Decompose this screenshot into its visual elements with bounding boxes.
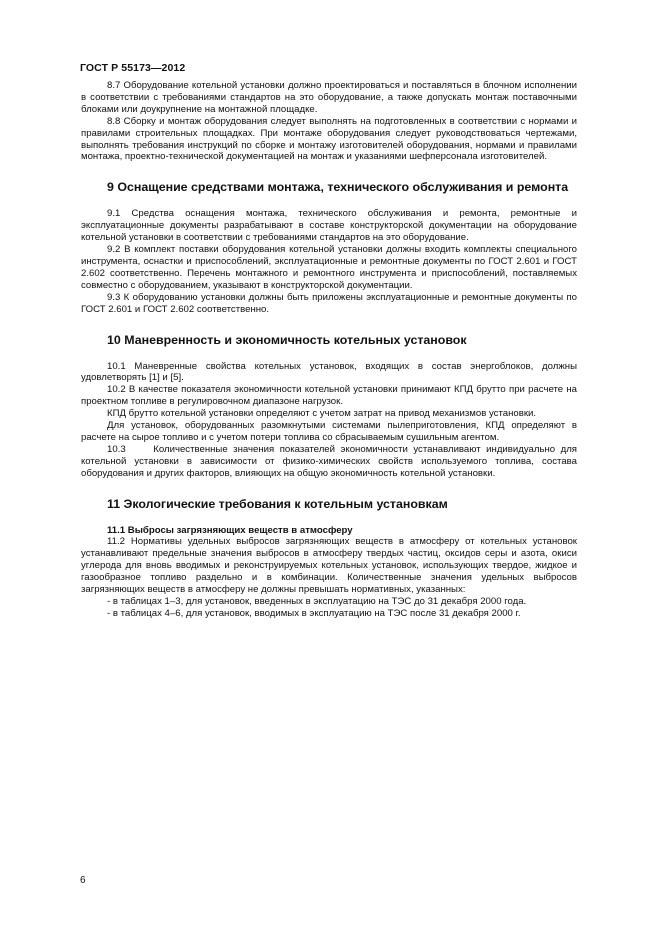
page-content bbox=[81, 80, 580, 620]
section-heading-11: 11 Экологические требования к котельным установкам bbox=[107, 496, 448, 511]
paragraph-10-1: 10.1 Маневренные свойства котельных установок, входящих в состав энергоблоков, должны удовлетворять [1] и [5]. bbox=[81, 360, 577, 384]
paragraph-10-2: 10.2 В качестве показателя экономичности котельной установки принимают КПД брутто при расчете на проектном топливе в регулировочном диапазоне нагрузок. bbox=[81, 384, 577, 408]
paragraph-10-3: 10.3 Количественные значения показателей экономичности устанавливают индивидуально для котельной установки в зависимости от физико-химических свойств используемого топлива, состава оборудования и других факторов, влияющих на общую экономичность котельной установки. bbox=[81, 443, 580, 479]
page-number: 6 bbox=[80, 875, 86, 886]
list-item: - в таблицах 1–3, для установок, введенных в эксплуатацию на ТЭС до 31 декабря 2000 года. bbox=[107, 596, 527, 607]
paragraph-9-2: 9.2 В комплект поставки оборудования котельной установки должны входить комплекты специального инструмента, оснастки и приспособлений, эксплуатационные и ремонтные документы по ГОСТ 2.601 и ГОСТ 2.602 соответственно. Перечень монтажного и ремонтного инструмента и приспособлений, поставляемых совместно с оборудованием, указывают в конструкторской документации. bbox=[81, 244, 577, 291]
list-item: - в таблицах 4–6, для установок, вводимых в эксплуатацию на ТЭС после 31 декабря 2000 г. bbox=[107, 607, 521, 619]
page-header: ГОСТ Р 55173—2012 bbox=[80, 62, 186, 74]
section-heading-10: 10 Маневренность и экономичность котельных установок bbox=[107, 332, 467, 347]
subsection-heading-11-1: 11.1 Выбросы загрязняющих веществ в атмосферу bbox=[107, 524, 353, 536]
paragraph-9-1: 9.1 Средства оснащения монтажа, технического обслуживания и ремонта, ремонтные и эксплуатационные документы разрабатывают в составе конструкторской документации на оборудование котельной установки в соответствии с требованиями стандартов на это оборудование. bbox=[81, 208, 577, 244]
paragraph-8-7: 8.7 Оборудование котельной установки должно проектироваться и поставляться в блочном исполнении в соответствии с требованиями стандартов на это оборудование, а также допускать монтаж поставочными блоками или доукрупнение на монтажной площадке. bbox=[81, 80, 577, 115]
section-heading-9: 9 Оснащение средствами монтажа, технического обслуживания и ремонта bbox=[107, 180, 569, 195]
paragraph-11-2: 11.2 Нормативы удельных выбросов загрязняющих веществ в атмосферу от котельных установок устанавливают предельные значения выбросов в атмосферу твердых частиц, оксидов серы и азота, окиси углерода для вновь вводимых и реконструируемых котельных установок, использующих твердое, жидкое и газообразное топливо раздельно и в комбинации. Количественные значения удельных выбросов загрязняющих веществ в атмосферу не должны превышать нормативных, указанных: bbox=[81, 536, 577, 596]
paragraph-8-8: 8.8 Сборку и монтаж оборудования следует выполнять на подготовленных в соответствии с нормами и правилами строительных площадках. При монтаже оборудования следует руководствоваться чертежами, выполнять требования инструкций по сборке и монтажу изготовителей оборудования, нормами и правилами монтажа, проектно-технической документацией на монтаж и указаниями шефперсонала изготовителей. bbox=[81, 115, 577, 163]
paragraph-10-2-b: КПД брутто котельной установки определяют с учетом затрат на привод механизмов установки. bbox=[107, 408, 537, 420]
paragraph-9-3: 9.3 К оборудованию установки должны быть приложены эксплуатационные и ремонтные документы по ГОСТ 2.601 и ГОСТ 2.602 соответственно. bbox=[81, 291, 577, 315]
paragraph-10-2-c: Для установок, оборудованных разомкнутыми системами пылеприготовления, КПД определяют в расчете на сырое топливо и с учетом потери топлива со сбрасываемым сушильным агентом. bbox=[81, 420, 577, 443]
